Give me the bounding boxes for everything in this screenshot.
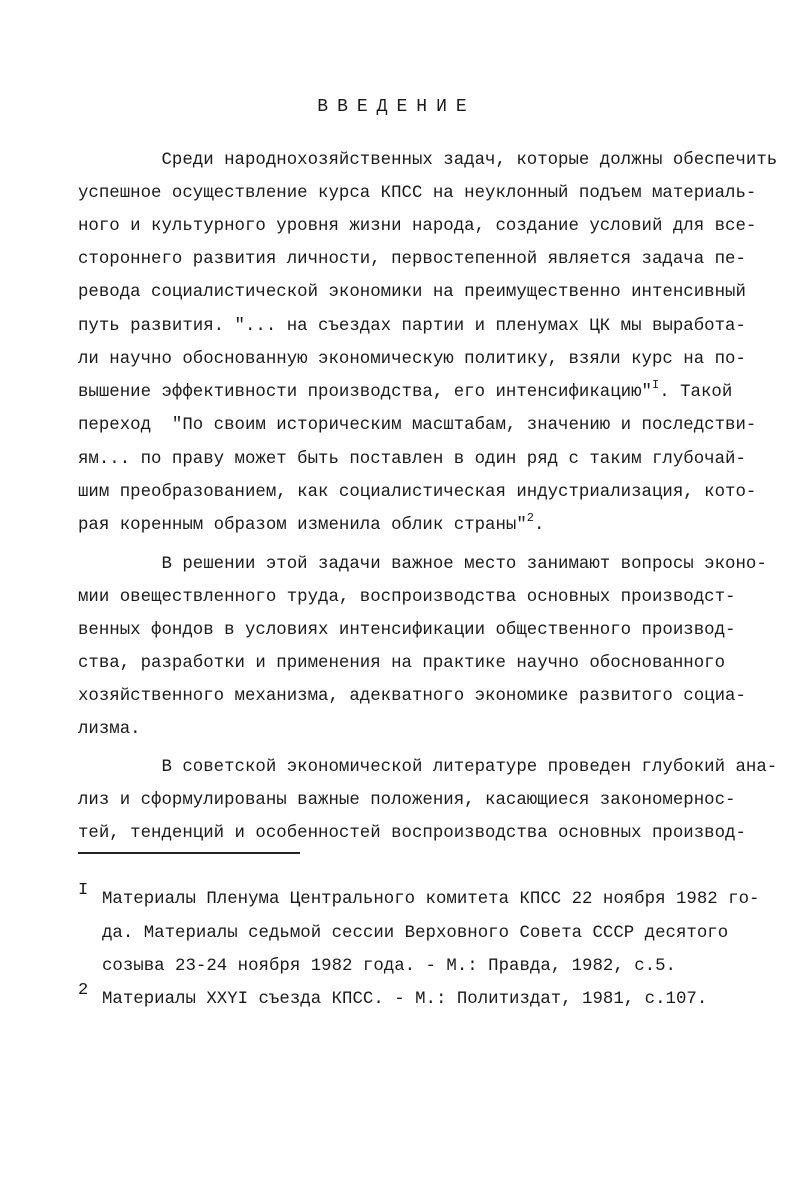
footnote-mark: I <box>78 881 89 900</box>
text-line <box>78 587 735 609</box>
text-segment: успешное осуществление курса КПСС на неуклонный подъем материаль- <box>78 184 757 203</box>
text-segment: . Такой <box>659 383 733 402</box>
text-line <box>78 349 746 371</box>
footnote-line: Материалы XXYI съезда КПСС. - М.: Политиздат, 1981, с.107. <box>102 990 708 1009</box>
text-segment: ревода социалистической экономики на преимущественно интенсивный <box>78 283 746 302</box>
text-segment: ства, разработки и применения на практике научно обоснованного <box>78 654 726 673</box>
text-line <box>78 511 545 537</box>
text-line <box>78 216 756 238</box>
text-segment: Среди народнохозяйственных задач, которые должны обеспечить <box>78 151 778 170</box>
text-line <box>78 316 746 338</box>
text-line <box>78 282 746 304</box>
footnote-line: созыва 23-24 ноября 1982 года. - М.: Правда, 1982, с.5. <box>102 957 676 976</box>
text-segment: . <box>533 516 545 535</box>
text-segment: В советской экономической литературе проведен глубокий ана- <box>78 758 778 777</box>
text-line <box>78 554 767 576</box>
text-segment: ям... по праву может быть поставлен в один ряд с таким глубочай- <box>78 450 746 469</box>
footnote-separator <box>78 852 300 854</box>
text-line <box>78 790 735 812</box>
text-line <box>78 249 746 271</box>
text-line <box>78 482 756 504</box>
page-title: ВВЕДЕНИЕ <box>317 97 476 117</box>
text-segment: переход "По своим историческим масштабам, значению и последстви- <box>78 416 757 435</box>
text-segment: венных фондов в условиях интенсификации общественного производ- <box>78 621 736 640</box>
text-line <box>78 150 777 172</box>
footnote-line: да. Материалы седьмой сессии Верховного Совета СССР десятого <box>102 924 729 943</box>
text-segment: В решении этой задачи важное место занимают вопросы эконо- <box>78 555 767 574</box>
footnote-mark: 2 <box>78 981 89 1000</box>
text-segment: шим преобразованием, как социалистическая индустриализация, кото- <box>78 483 757 502</box>
text-segment: ного и культурного уровня жизни народа, создание условий для все- <box>78 217 757 236</box>
text-segment: тей, тенденций и особенностей воспроизводства основных производ- <box>78 824 746 843</box>
text-segment: хозяйственного механизма, адекватного экономике развитого социа- <box>78 687 746 706</box>
text-segment: вышение эффективности производства, его интенсификацию" <box>78 383 652 402</box>
footnote-line: Материалы Пленума Центрального комитета КПСС 22 ноября 1982 го- <box>102 890 760 909</box>
text-line <box>78 378 733 404</box>
footnote-ref: 2 <box>526 511 534 525</box>
footnote-ref: I <box>652 378 660 392</box>
text-line <box>78 183 756 205</box>
text-segment: лиз и сформулированы важные положения, касающиеся закономернос- <box>78 791 736 810</box>
text-line <box>78 620 735 642</box>
text-segment: мии овеществленного труда, воспроизводства основных производст- <box>78 588 736 607</box>
text-segment: ли научно обоснованную экономическую политику, взяли курс на по- <box>78 350 746 369</box>
text-line <box>78 823 746 845</box>
text-segment: стороннего развития личности, первостепенной является задача пе- <box>78 250 746 269</box>
text-line <box>78 719 141 741</box>
text-segment: лизма. <box>78 720 141 739</box>
text-segment: рая коренным образом изменила облик страны" <box>78 516 527 535</box>
text-line <box>78 415 756 437</box>
text-segment: путь развития. "... на съездах партии и пленумах ЦК мы выработа- <box>78 317 746 336</box>
text-line <box>78 686 746 708</box>
text-line <box>78 653 725 675</box>
text-line <box>78 449 746 471</box>
text-line <box>78 757 777 779</box>
